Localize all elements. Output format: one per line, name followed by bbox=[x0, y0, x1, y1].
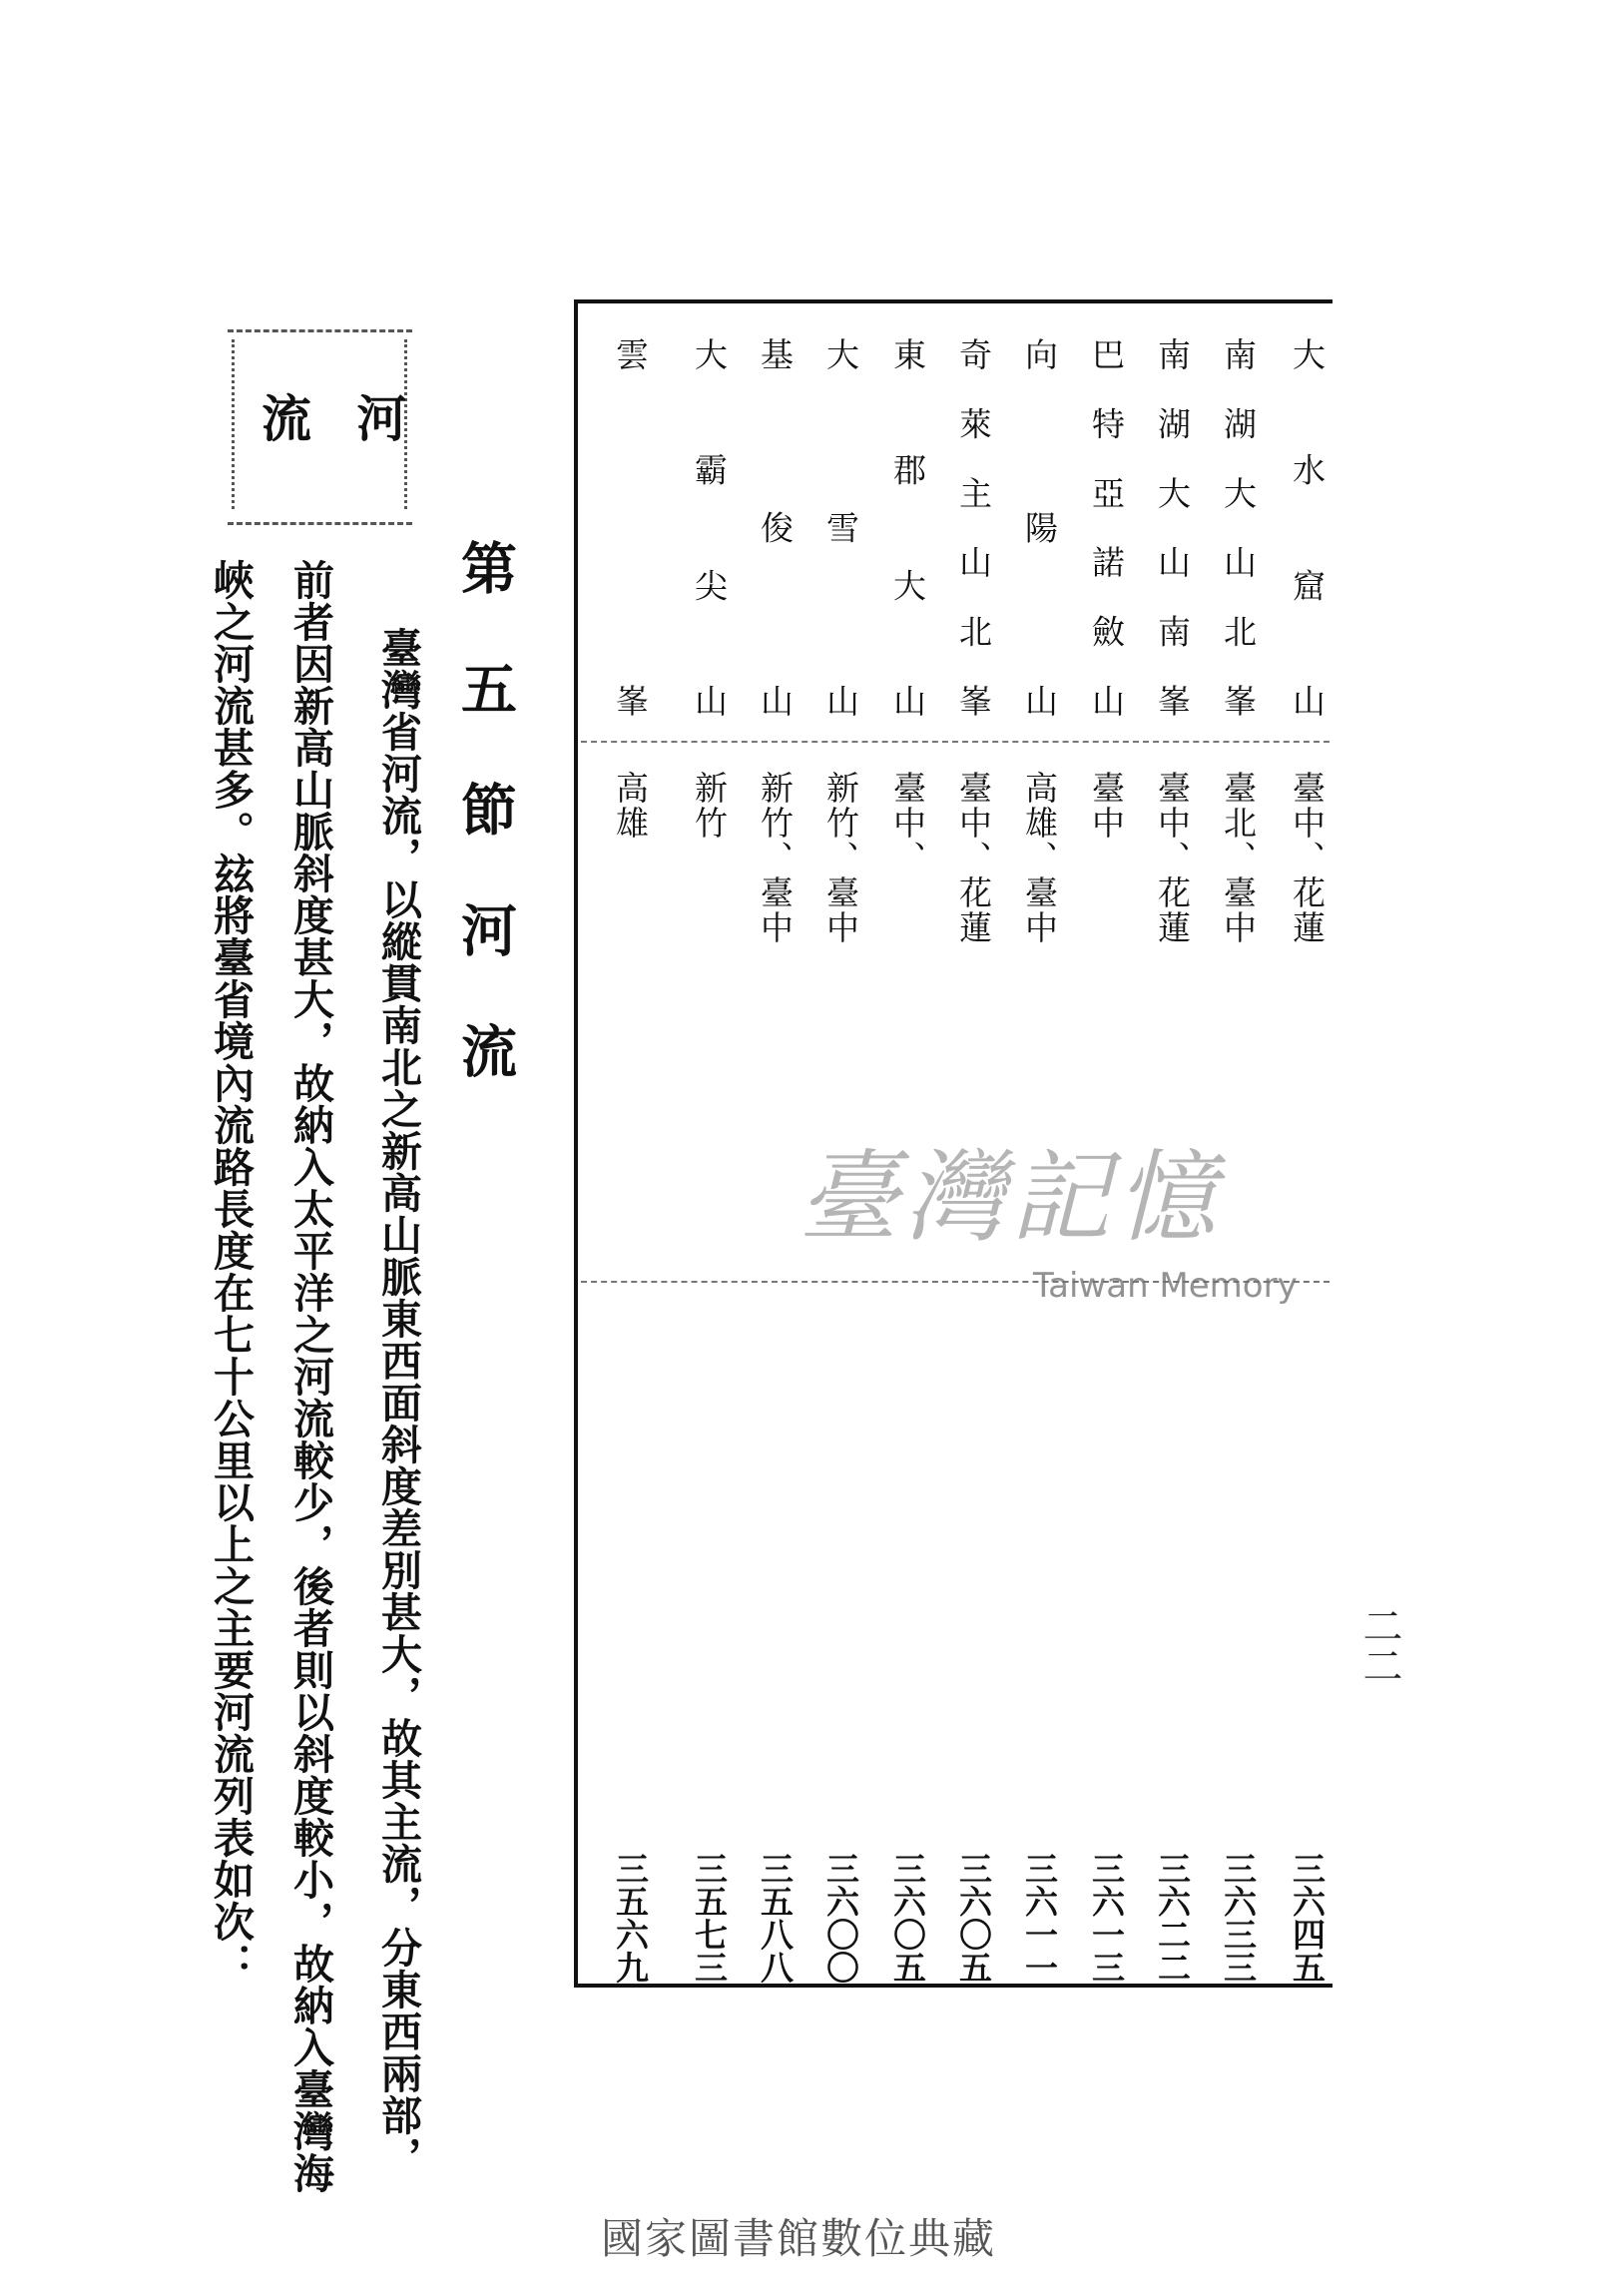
peak-name: 基俊山 bbox=[756, 337, 795, 717]
watermark bbox=[798, 1139, 1298, 1348]
page-number: 二二 bbox=[1356, 1605, 1402, 1685]
watermark-logo-chinese: 臺灣記憶 bbox=[798, 1139, 1222, 1256]
peak-location: 高雄 bbox=[611, 771, 650, 841]
peak-location: 臺中 bbox=[1087, 771, 1126, 841]
peak-height: 三六三三 bbox=[1219, 1852, 1258, 1984]
section-number: 第五節 bbox=[452, 539, 518, 901]
peak-name: 南湖大山北峯 bbox=[1219, 337, 1258, 717]
peak-height: 三六一一 bbox=[1020, 1852, 1059, 1984]
table-bottom-rule bbox=[576, 1984, 1332, 1988]
peak-name: 東郡大山 bbox=[888, 337, 927, 717]
peak-location: 臺中、花蓮 bbox=[1153, 771, 1192, 945]
body-text-line: 臺灣省河流，以縱貫南北之新高山脈東西面斜度差別甚大，故其主流，分東西兩部， bbox=[374, 627, 422, 2178]
peak-name: 奇萊主山北峯 bbox=[954, 337, 993, 717]
peak-location: 臺中、花蓮 bbox=[1288, 771, 1327, 945]
peak-name: 大水窟山 bbox=[1288, 337, 1327, 717]
table-top-rule bbox=[576, 299, 1332, 303]
peak-height: 三六二二 bbox=[1153, 1852, 1192, 1984]
margin-note-rule bbox=[232, 339, 235, 509]
section-title: 河流 bbox=[452, 901, 518, 1078]
peak-height: 三六〇五 bbox=[888, 1852, 927, 1984]
peak-name: 南湖大山南峯 bbox=[1153, 337, 1192, 717]
peak-height: 三六〇五 bbox=[954, 1852, 993, 1984]
peak-height: 三六〇〇 bbox=[821, 1852, 860, 1984]
peak-location: 臺中、花蓮 bbox=[954, 771, 993, 945]
margin-note-char: 流 bbox=[262, 389, 311, 448]
watermark-logo-english: Taiwan Memory bbox=[1033, 1266, 1298, 1306]
body-text-line: 峽之河流甚多。玆將臺省境內流路長度在七十公里以上之主要河流列表如次： bbox=[207, 559, 255, 1985]
peak-height: 三五六九 bbox=[611, 1852, 650, 1984]
peak-name: 大霸尖山 bbox=[690, 337, 729, 717]
peak-name: 大雪山 bbox=[821, 337, 860, 717]
peak-height: 三五七三 bbox=[690, 1852, 729, 1984]
peak-location: 高雄、臺中 bbox=[1020, 771, 1059, 945]
peak-height: 三六一三 bbox=[1087, 1852, 1126, 1984]
peak-height: 三五八八 bbox=[756, 1852, 795, 1984]
peak-location: 新竹 bbox=[690, 771, 729, 841]
archive-footer: 國家圖書館數位典藏 bbox=[600, 2214, 996, 2263]
body-text-line: 前者因新高山脈斜度甚大，故納入太平洋之河流較少，後者則以斜度較小，故納入臺灣海 bbox=[286, 559, 334, 2194]
peak-height: 三六四五 bbox=[1288, 1852, 1327, 1984]
section-heading bbox=[452, 539, 518, 1078]
peak-name: 雲峯 bbox=[611, 337, 650, 717]
peak-name: 巴特亞諾斂山 bbox=[1087, 337, 1126, 717]
margin-note bbox=[262, 389, 407, 448]
table-divider-name-location bbox=[581, 741, 1330, 743]
table-left-rule bbox=[574, 299, 578, 1988]
peak-location: 臺中、 bbox=[888, 771, 927, 875]
peak-name: 向陽山 bbox=[1020, 337, 1059, 717]
margin-note-char: 河 bbox=[356, 389, 407, 448]
peak-location: 臺北、臺中 bbox=[1219, 771, 1258, 945]
peak-location: 新竹、臺中 bbox=[756, 771, 795, 945]
peak-location: 新竹、臺中 bbox=[821, 771, 860, 945]
